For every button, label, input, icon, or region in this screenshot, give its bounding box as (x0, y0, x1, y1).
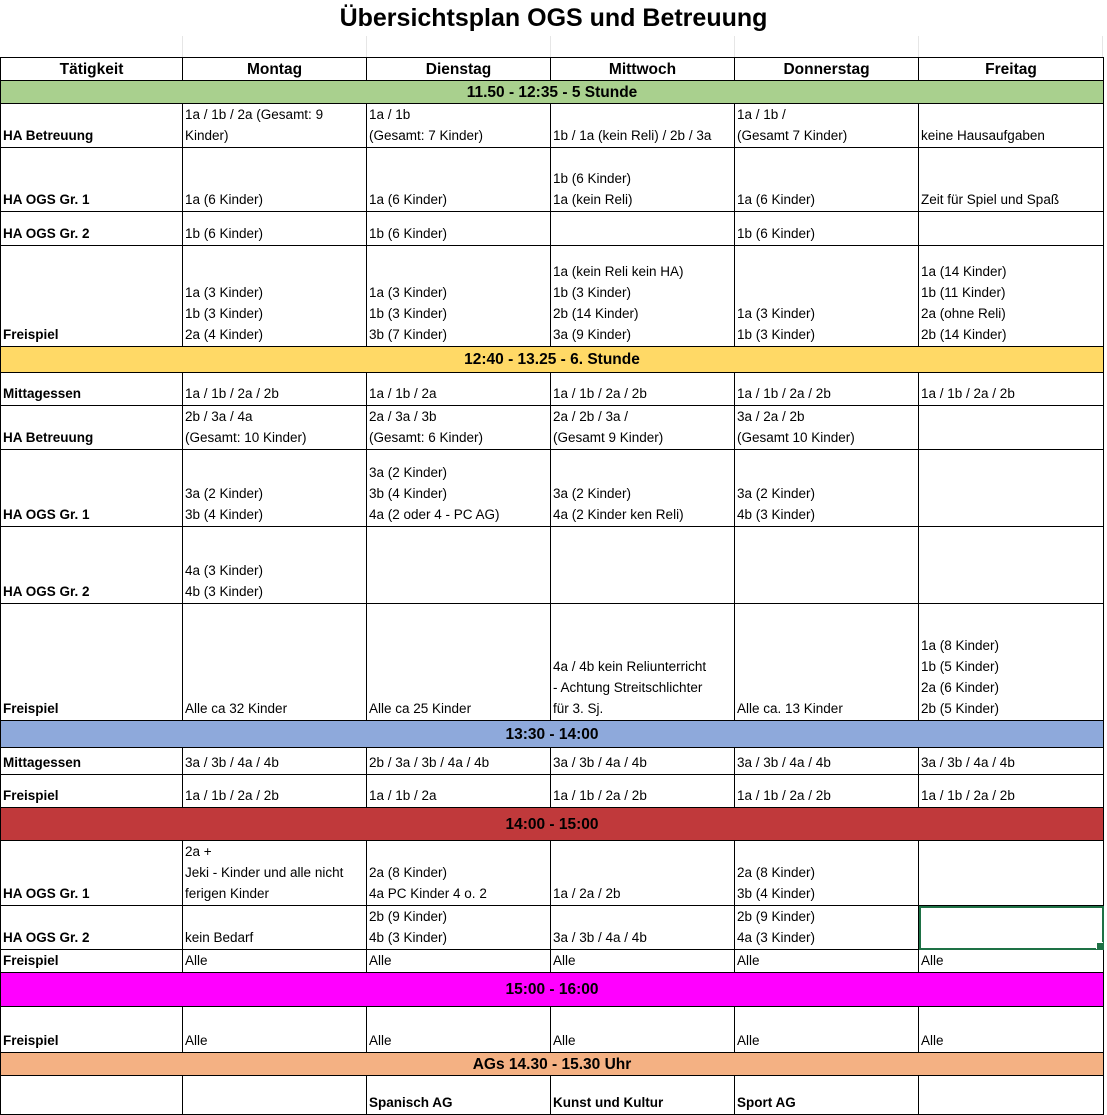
cell-montag[interactable]: Alle (183, 1007, 367, 1053)
cell-donnerstag[interactable]: 3a / 2a / 2b (Gesamt 10 Kinder) (735, 406, 919, 450)
table-row (1, 104, 1104, 148)
cell-mittwoch[interactable] (551, 527, 735, 604)
header-montag[interactable]: Montag (183, 58, 367, 81)
cell-donnerstag[interactable]: 2b (9 Kinder) 4a (3 Kinder) (735, 906, 919, 950)
section-band-row (1, 347, 1104, 373)
cell-montag[interactable]: 1a (6 Kinder) (183, 148, 367, 212)
section-band-row (1, 808, 1104, 841)
cell-mittwoch[interactable] (551, 212, 735, 246)
row-label-ha-betreuung[interactable]: HA Betreuung (1, 406, 183, 450)
table-row (1, 527, 1104, 604)
row-label-empty[interactable] (1, 1076, 183, 1115)
cell-montag[interactable]: kein Bedarf (183, 906, 367, 950)
section-band-12-40-13-25-6-stunde[interactable]: 12:40 - 13.25 - 6. Stunde (1, 347, 1104, 373)
cell-montag[interactable]: 1a / 1b / 2a (Gesamt: 9 Kinder) (183, 104, 367, 148)
cell-dienstag[interactable]: Alle (367, 1007, 551, 1053)
cell-montag[interactable] (183, 1076, 367, 1115)
row-label-mittagessen[interactable]: Mittagessen (1, 748, 183, 775)
page-title: Übersichtsplan OGS und Betreuung (339, 4, 768, 32)
selected-cell[interactable] (919, 906, 1104, 950)
cell-montag[interactable]: Alle ca 32 Kinder (183, 604, 367, 721)
cell-donnerstag[interactable]: 2a (8 Kinder) 3b (4 Kinder) (735, 841, 919, 906)
section-band-15-00-16-00[interactable]: 15:00 - 16:00 (1, 973, 1104, 1007)
table-row (1, 148, 1104, 212)
cell-mittwoch[interactable]: 1b / 1a (kein Reli) / 2b / 3a (551, 104, 735, 148)
cell-dienstag[interactable]: 2a / 3a / 3b (Gesamt: 6 Kinder) (367, 406, 551, 450)
cell-donnerstag[interactable]: 1a (6 Kinder) (735, 148, 919, 212)
cell-freitag[interactable]: Alle (919, 1007, 1104, 1053)
cell-mittwoch[interactable]: 1a / 1b / 2a / 2b (551, 373, 735, 406)
row-label-ha-ogs-gr-2[interactable]: HA OGS Gr. 2 (1, 906, 183, 950)
header-row (1, 58, 1104, 81)
header-dienstag[interactable]: Dienstag (367, 58, 551, 81)
cell-montag[interactable]: 1b (6 Kinder) (183, 212, 367, 246)
table-row (1, 906, 1104, 950)
cell-freitag[interactable]: Alle (919, 950, 1104, 973)
section-band-row (1, 973, 1104, 1007)
cell-dienstag[interactable]: 2b (9 Kinder) 4b (3 Kinder) (367, 906, 551, 950)
header-mittwoch[interactable]: Mittwoch (551, 58, 735, 81)
fill-handle[interactable] (1096, 942, 1104, 950)
cell-freitag[interactable] (919, 841, 1104, 906)
row-label-ha-ogs-gr-1[interactable]: HA OGS Gr. 1 (1, 450, 183, 527)
cell-mittwoch[interactable]: 3a / 3b / 4a / 4b (551, 748, 735, 775)
table-row (1, 748, 1104, 775)
cell-mittwoch[interactable]: Alle (551, 950, 735, 973)
cell-dienstag[interactable]: 2a (8 Kinder) 4a PC Kinder 4 o. 2 (367, 841, 551, 906)
cell-mittwoch[interactable]: 1b (6 Kinder) 1a (kein Reli) (551, 148, 735, 212)
cell-dienstag[interactable]: 1b (6 Kinder) (367, 212, 551, 246)
cell-freitag[interactable]: 1a / 1b / 2a / 2b (919, 775, 1104, 808)
empty-spreadsheet-row (0, 36, 1107, 57)
section-band-ags-14-30-15-30-uhr[interactable]: AGs 14.30 - 15.30 Uhr (1, 1053, 1104, 1076)
cell-dienstag[interactable]: Alle (367, 950, 551, 973)
row-label-ha-ogs-gr-2[interactable]: HA OGS Gr. 2 (1, 212, 183, 246)
row-label-freispiel[interactable]: Freispiel (1, 950, 183, 973)
cell-donnerstag[interactable]: 1a / 1b / 2a / 2b (735, 775, 919, 808)
cell-mittwoch[interactable]: Kunst und Kultur (551, 1076, 735, 1115)
header-donnerstag[interactable]: Donnerstag (735, 58, 919, 81)
section-band-row (1, 721, 1104, 748)
row-label-ha-ogs-gr-1[interactable]: HA OGS Gr. 1 (1, 841, 183, 906)
cell-donnerstag[interactable]: Sport AG (735, 1076, 919, 1115)
cell-donnerstag[interactable]: 3a (2 Kinder) 4b (3 Kinder) (735, 450, 919, 527)
cell-montag[interactable]: 4a (3 Kinder) 4b (3 Kinder) (183, 527, 367, 604)
table-row (1, 450, 1104, 527)
cell-freitag[interactable]: 1a (14 Kinder) 1b (11 Kinder) 2a (ohne Reli) 2b (14 Kinder) (919, 246, 1104, 347)
cell-mittwoch[interactable]: 1a / 2a / 2b (551, 841, 735, 906)
cell-donnerstag[interactable]: 3a / 3b / 4a / 4b (735, 748, 919, 775)
table-row (1, 246, 1104, 347)
cell-freitag[interactable] (919, 1076, 1104, 1115)
cell-mittwoch[interactable]: Alle (551, 1007, 735, 1053)
row-label-ha-ogs-gr-2[interactable]: HA OGS Gr. 2 (1, 527, 183, 604)
cell-freitag[interactable] (919, 450, 1104, 527)
cell-mittwoch[interactable]: 1a / 1b / 2a / 2b (551, 775, 735, 808)
cell-montag[interactable]: 2a + Jeki - Kinder und alle nicht ferigen Kinder (183, 841, 367, 906)
cell-mittwoch[interactable]: 4a / 4b kein Reliunterricht - Achtung Streitschlichter für 3. Sj. (551, 604, 735, 721)
cell-freitag[interactable]: 1a (8 Kinder) 1b (5 Kinder) 2a (6 Kinder) 2b (5 Kinder) (919, 604, 1104, 721)
cell-montag[interactable]: 1a / 1b / 2a / 2b (183, 373, 367, 406)
cell-mittwoch[interactable]: 3a / 3b / 4a / 4b (551, 906, 735, 950)
section-band-row (1, 81, 1104, 104)
row-label-freispiel[interactable]: Freispiel (1, 246, 183, 347)
cell-dienstag[interactable]: 1a / 1b / 2a (367, 775, 551, 808)
cell-freitag[interactable] (919, 212, 1104, 246)
cell-montag[interactable]: 2b / 3a / 4a (Gesamt: 10 Kinder) (183, 406, 367, 450)
cell-freitag[interactable]: Zeit für Spiel und Spaß (919, 148, 1104, 212)
cell-donnerstag[interactable]: 1a / 1b / 2a / 2b (735, 373, 919, 406)
table-row (1, 1007, 1104, 1053)
cell-dienstag[interactable]: 2b / 3a / 3b / 4a / 4b (367, 748, 551, 775)
row-label-freispiel[interactable]: Freispiel (1, 775, 183, 808)
cell-donnerstag[interactable]: 1a (3 Kinder) 1b (3 Kinder) (735, 246, 919, 347)
cell-freitag[interactable]: 3a / 3b / 4a / 4b (919, 748, 1104, 775)
cell-montag[interactable]: 3a (2 Kinder) 3b (4 Kinder) (183, 450, 367, 527)
table-row (1, 775, 1104, 808)
cell-mittwoch[interactable]: 3a (2 Kinder) 4a (2 Kinder ken Reli) (551, 450, 735, 527)
table-row (1, 604, 1104, 721)
cell-freitag[interactable]: keine Hausaufgaben (919, 104, 1104, 148)
header-freitag[interactable]: Freitag (919, 58, 1104, 81)
cell-dienstag[interactable]: 1a (3 Kinder) 1b (3 Kinder) 3b (7 Kinder) (367, 246, 551, 347)
cell-donnerstag[interactable]: Alle ca. 13 Kinder (735, 604, 919, 721)
cell-montag[interactable]: 1a / 1b / 2a / 2b (183, 775, 367, 808)
row-label-mittagessen[interactable]: Mittagessen (1, 373, 183, 406)
cell-donnerstag[interactable]: Alle (735, 1007, 919, 1053)
row-label-freispiel[interactable]: Freispiel (1, 604, 183, 721)
cell-montag[interactable]: 1a (3 Kinder) 1b (3 Kinder) 2a (4 Kinder) (183, 246, 367, 347)
cell-dienstag[interactable]: 1a / 1b / 2a (367, 373, 551, 406)
table-row (1, 406, 1104, 450)
row-label-ha-ogs-gr-1[interactable]: HA OGS Gr. 1 (1, 148, 183, 212)
cell-freitag[interactable]: 1a / 1b / 2a / 2b (919, 373, 1104, 406)
cell-mittwoch[interactable]: 1a (kein Reli kein HA) 1b (3 Kinder) 2b (14 Kinder) 3a (9 Kinder) (551, 246, 735, 347)
schedule-table (0, 57, 1104, 1115)
section-band-11-50-12-35-5-stunde[interactable]: 11.50 - 12:35 - 5 Stunde (1, 81, 1104, 104)
cell-dienstag[interactable]: 3a (2 Kinder) 3b (4 Kinder) 4a (2 oder 4 - PC AG) (367, 450, 551, 527)
row-label-freispiel[interactable]: Freispiel (1, 1007, 183, 1053)
cell-dienstag[interactable]: 1a / 1b (Gesamt: 7 Kinder) (367, 104, 551, 148)
cell-dienstag[interactable]: 1a (6 Kinder) (367, 148, 551, 212)
cell-montag[interactable]: Alle (183, 950, 367, 973)
cell-freitag[interactable] (919, 406, 1104, 450)
cell-dienstag[interactable]: Spanisch AG (367, 1076, 551, 1115)
cell-donnerstag[interactable]: Alle (735, 950, 919, 973)
table-row (1, 212, 1104, 246)
table-row (1, 1076, 1104, 1115)
cell-donnerstag[interactable] (735, 527, 919, 604)
section-band-row (1, 1053, 1104, 1076)
cell-dienstag[interactable] (367, 527, 551, 604)
table-row (1, 841, 1104, 906)
section-band-13-30-14-00[interactable]: 13:30 - 14:00 (1, 721, 1104, 748)
cell-mittwoch[interactable]: 2a / 2b / 3a / (Gesamt 9 Kinder) (551, 406, 735, 450)
cell-dienstag[interactable]: Alle ca 25 Kinder (367, 604, 551, 721)
cell-donnerstag[interactable]: 1a / 1b / (Gesamt 7 Kinder) (735, 104, 919, 148)
row-label-ha-betreuung[interactable]: HA Betreuung (1, 104, 183, 148)
table-row (1, 373, 1104, 406)
table-row (1, 950, 1104, 973)
cell-donnerstag[interactable]: 1b (6 Kinder) (735, 212, 919, 246)
cell-freitag[interactable] (919, 527, 1104, 604)
section-band-14-00-15-00[interactable]: 14:00 - 15:00 (1, 808, 1104, 841)
header-taetigkeit[interactable]: Tätigkeit (1, 58, 183, 81)
cell-montag[interactable]: 3a / 3b / 4a / 4b (183, 748, 367, 775)
